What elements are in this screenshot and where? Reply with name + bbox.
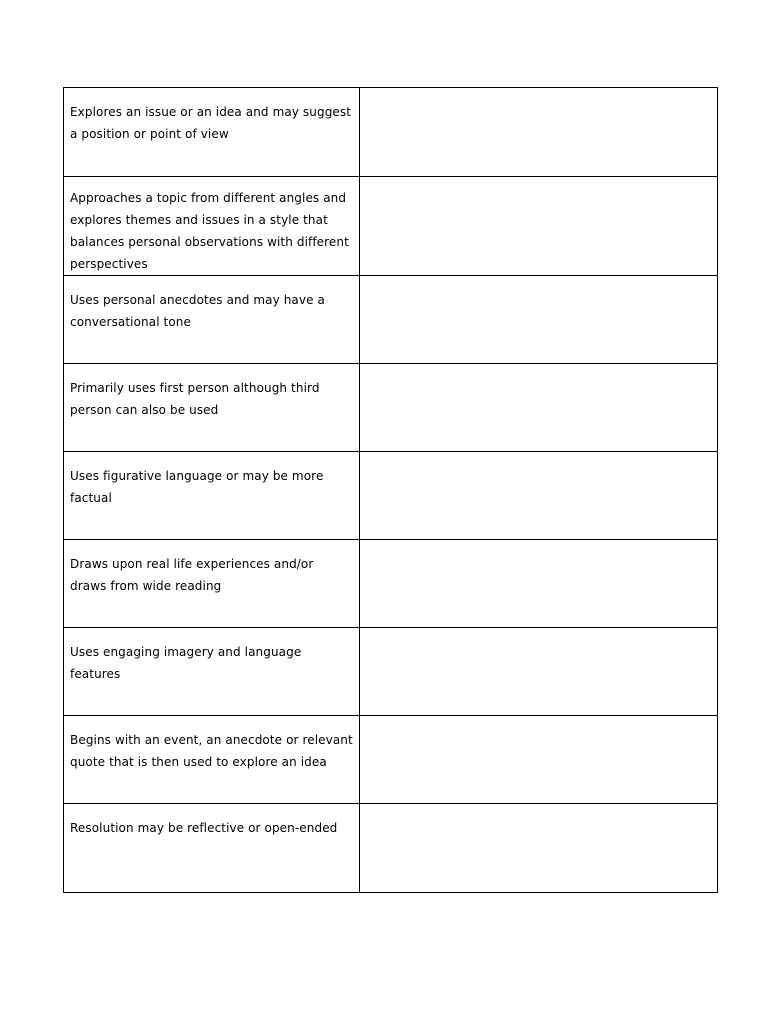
feature-text: Resolution may be reflective or open-ended xyxy=(70,821,338,835)
feature-text: Explores an issue or an idea and may suggest a position or point of view xyxy=(70,105,352,141)
response-text xyxy=(360,804,717,817)
feature-text: Primarily uses first person although third person can also be used xyxy=(70,381,320,417)
response-cell[interactable] xyxy=(360,452,718,540)
response-text xyxy=(360,540,717,553)
feature-cell xyxy=(64,276,360,364)
response-cell[interactable] xyxy=(360,628,718,716)
table-row xyxy=(64,540,718,628)
response-cell[interactable] xyxy=(360,276,718,364)
response-cell[interactable] xyxy=(360,804,718,893)
feature-cell xyxy=(64,540,360,628)
feature-cell xyxy=(64,628,360,716)
feature-text: Begins with an event, an anecdote or relevant quote that is then used to explore an idea xyxy=(70,733,353,769)
table-row xyxy=(64,716,718,804)
features-table xyxy=(63,87,718,893)
feature-cell xyxy=(64,452,360,540)
response-text xyxy=(360,88,717,101)
feature-text: Draws upon real life experiences and/or draws from wide reading xyxy=(70,557,314,593)
response-text xyxy=(360,364,717,377)
response-text xyxy=(360,177,717,187)
feature-text: Uses engaging imagery and language features xyxy=(70,645,302,681)
table-row xyxy=(64,628,718,716)
response-cell[interactable] xyxy=(360,540,718,628)
table-row xyxy=(64,804,718,893)
table-row xyxy=(64,276,718,364)
response-text xyxy=(360,716,717,729)
feature-cell xyxy=(64,804,360,893)
response-cell[interactable] xyxy=(360,716,718,804)
table-row xyxy=(64,364,718,452)
response-cell[interactable] xyxy=(360,364,718,452)
response-text xyxy=(360,628,717,641)
table-row xyxy=(64,177,718,276)
feature-text: Approaches a topic from different angles and explores themes and issues in a style that balances personal observations with different perspectives xyxy=(70,191,349,271)
feature-cell xyxy=(64,88,360,177)
feature-text: Uses figurative language or may be more factual xyxy=(70,469,324,505)
response-text xyxy=(360,452,717,465)
response-cell[interactable] xyxy=(360,177,718,276)
feature-cell xyxy=(64,364,360,452)
table-row xyxy=(64,88,718,177)
response-cell[interactable] xyxy=(360,88,718,177)
response-text xyxy=(360,276,717,289)
table-row xyxy=(64,452,718,540)
feature-cell xyxy=(64,716,360,804)
feature-text: Uses personal anecdotes and may have a conversational tone xyxy=(70,293,325,329)
feature-cell xyxy=(64,177,360,276)
